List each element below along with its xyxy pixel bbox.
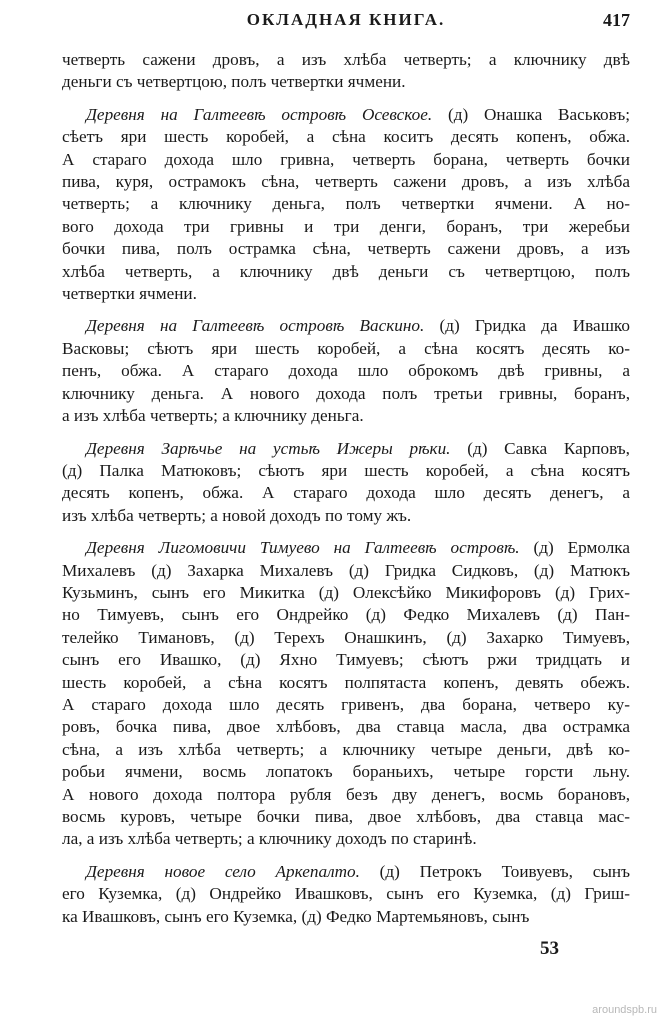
text-line [62,438,630,460]
paragraph [62,315,630,427]
text-line [62,861,630,883]
text-line [62,505,630,527]
text-line [62,216,630,238]
text-line [62,672,630,694]
line-text: (д) Петрокъ Тоивуевъ, сынъ [359,861,630,881]
text-line [62,806,630,828]
line-text: сѣна, а изъ хлѣба четверть; а ключнику четыре деньги, двѣ ко- [62,739,630,759]
text-line [62,906,630,928]
line-text: его Куземка, (д) Ондрейко Ивашковъ, сынъ его Куземка, (д) Гриш- [62,884,630,904]
text-line [62,104,630,126]
paragraph [62,438,630,528]
paragraph [62,537,630,851]
line-text: ключнику деньга. А нового дохода полъ третьи гривны, боранъ, [62,383,630,403]
text-line [62,171,630,193]
text-line [62,193,630,215]
line-text: ровъ, бочка пива, двое хлѣбовъ, два ставца масла, два острамка [62,717,630,737]
text-line [62,560,630,582]
line-text: сѣетъ яри шесть коробей, а сѣна коситъ десять копенъ, обжа. [62,127,630,147]
paragraph [62,104,630,306]
line-text: четверть; а ключнику деньга, полъ четвертки ячмени. А но- [62,194,630,214]
place-heading: Деревня Лигомовичи Тимуево на Галтеевѣ островѣ. [86,538,520,558]
text-line [62,126,630,148]
text-line [62,482,630,504]
signature-mark: 53 [540,938,559,959]
text-line [62,582,630,604]
text-line [62,360,630,382]
text-line [62,761,630,783]
line-text: бочки пива, полъ острамка сѣна, четверть сажени дровъ, а изъ [62,239,630,259]
line-text: изъ хлѣба четверть; а новой доходъ по тому жъ. [62,505,412,525]
text-line [62,49,630,71]
line-text: (д) Ермолка [519,538,630,558]
line-text: десять копенъ, обжа. А стараго дохода шло десять денегъ, а [62,483,630,503]
text-line [62,383,630,405]
line-text: А стараго дохода шло десять гривенъ, два борана, четверо ку- [62,694,630,714]
text-line [62,149,630,171]
text-line [62,739,630,761]
paragraph [62,861,630,928]
text-line [62,315,630,337]
line-text: хлѣба четверть, а ключнику двѣ деньги съ четвертцою, полъ [62,261,630,281]
line-text: четверть сажени дровъ, а изъ хлѣба четверть; а ключнику двѣ [62,50,630,69]
line-text: А нового дохода полтора рубля безъ дву денегъ, восмь борановъ, [62,784,630,804]
text-line [62,627,630,649]
line-text: телейко Тимановъ, (д) Терехъ Онашкинъ, (д) Захарко Тимуевъ, [62,627,630,647]
line-text: а изъ хлѣба четверть; а ключнику деньга. [62,406,364,426]
paragraph [62,49,630,94]
place-heading: Деревня на Галтеевѣ островѣ Васкино. [86,316,425,336]
line-text: (д) Палка Матюковъ; сѣютъ яри шесть коробей, а сѣна косятъ [62,460,630,480]
line-text: пенъ, обжа. А стараго дохода шло оброкомъ двѣ гривны, а [62,361,630,381]
line-text: вого дохода три гривны и три денги, боранъ, три жеребьи [62,216,630,236]
watermark: aroundspb.ru [592,1004,657,1016]
place-heading: Деревня новое село Аркепалто. [86,861,360,881]
line-text: Михалевъ (д) Захарка Михалевъ (д) Гридка Сидковъ, (д) Матюкъ [62,560,630,580]
place-heading: Деревня на Галтеевѣ островѣ Осевское. [86,104,433,124]
line-text: (д) Савка Карповъ, [450,438,630,458]
text-line [62,604,630,626]
text-line [62,338,630,360]
text-line [62,460,630,482]
text-line [62,649,630,671]
text-line [62,828,630,850]
text-line [62,883,630,905]
place-heading: Деревня Зарѣчье на устьѣ Ижеры рѣки. [86,438,451,458]
text-line [62,261,630,283]
line-text: сынъ его Ивашко, (д) Яхно Тимуевъ; сѣютъ ржи тридцать и [62,650,630,670]
line-text: деньги съ четвертцою, полъ четвертки ячмени. [62,72,406,92]
body-text [62,49,630,938]
line-text: но Тимуевъ, сынъ его Ондрейко (д) Федко Михалевъ (д) Пан- [62,605,630,625]
line-text: робьи ячмени, восмь лопатокъ бораньихъ, четыре горсти льну. [62,762,630,782]
text-line [62,283,630,305]
page-number: 417 [603,10,630,30]
line-text: (д) Онашка Васьковъ; [432,104,631,124]
line-text: четвертки ячмени. [62,284,197,304]
text-line [62,537,630,559]
page-header [62,10,630,36]
line-text: восмь куровъ, четыре бочки пива, двое хлѣбовъ, два ставца мас- [62,807,630,826]
line-text: шесть коробей, а сѣна косятъ полпятаста копенъ, девять обежъ. [62,672,630,692]
line-text: Васковы; сѣютъ яри шесть коробей, а сѣна косятъ десять ко- [62,338,630,358]
text-line [62,694,630,716]
line-text: Кузьминъ, сынъ его Микитка (д) Олексѣйко Микифоровъ (д) Грих- [62,582,630,602]
text-line [62,71,630,93]
line-text: ла, а изъ хлѣба четверть; а ключнику доходъ по старинѣ. [62,829,477,849]
text-line [62,716,630,738]
text-line [62,405,630,427]
text-line [62,784,630,806]
line-text: (д) Гридка да Ивашко [424,316,630,336]
line-text: пива, куря, острамокъ сѣна, четверть сажени дровъ, а изъ хлѣба [62,172,630,192]
text-line [62,238,630,260]
running-head: ОКЛАДНАЯ КНИГА. [246,10,446,29]
line-text: ка Ивашковъ, сынъ его Куземка, (д) Федко Мартемьяновъ, сынъ [62,906,530,926]
line-text: А стараго дохода шло гривна, четверть борана, четверть бочки [62,149,630,169]
